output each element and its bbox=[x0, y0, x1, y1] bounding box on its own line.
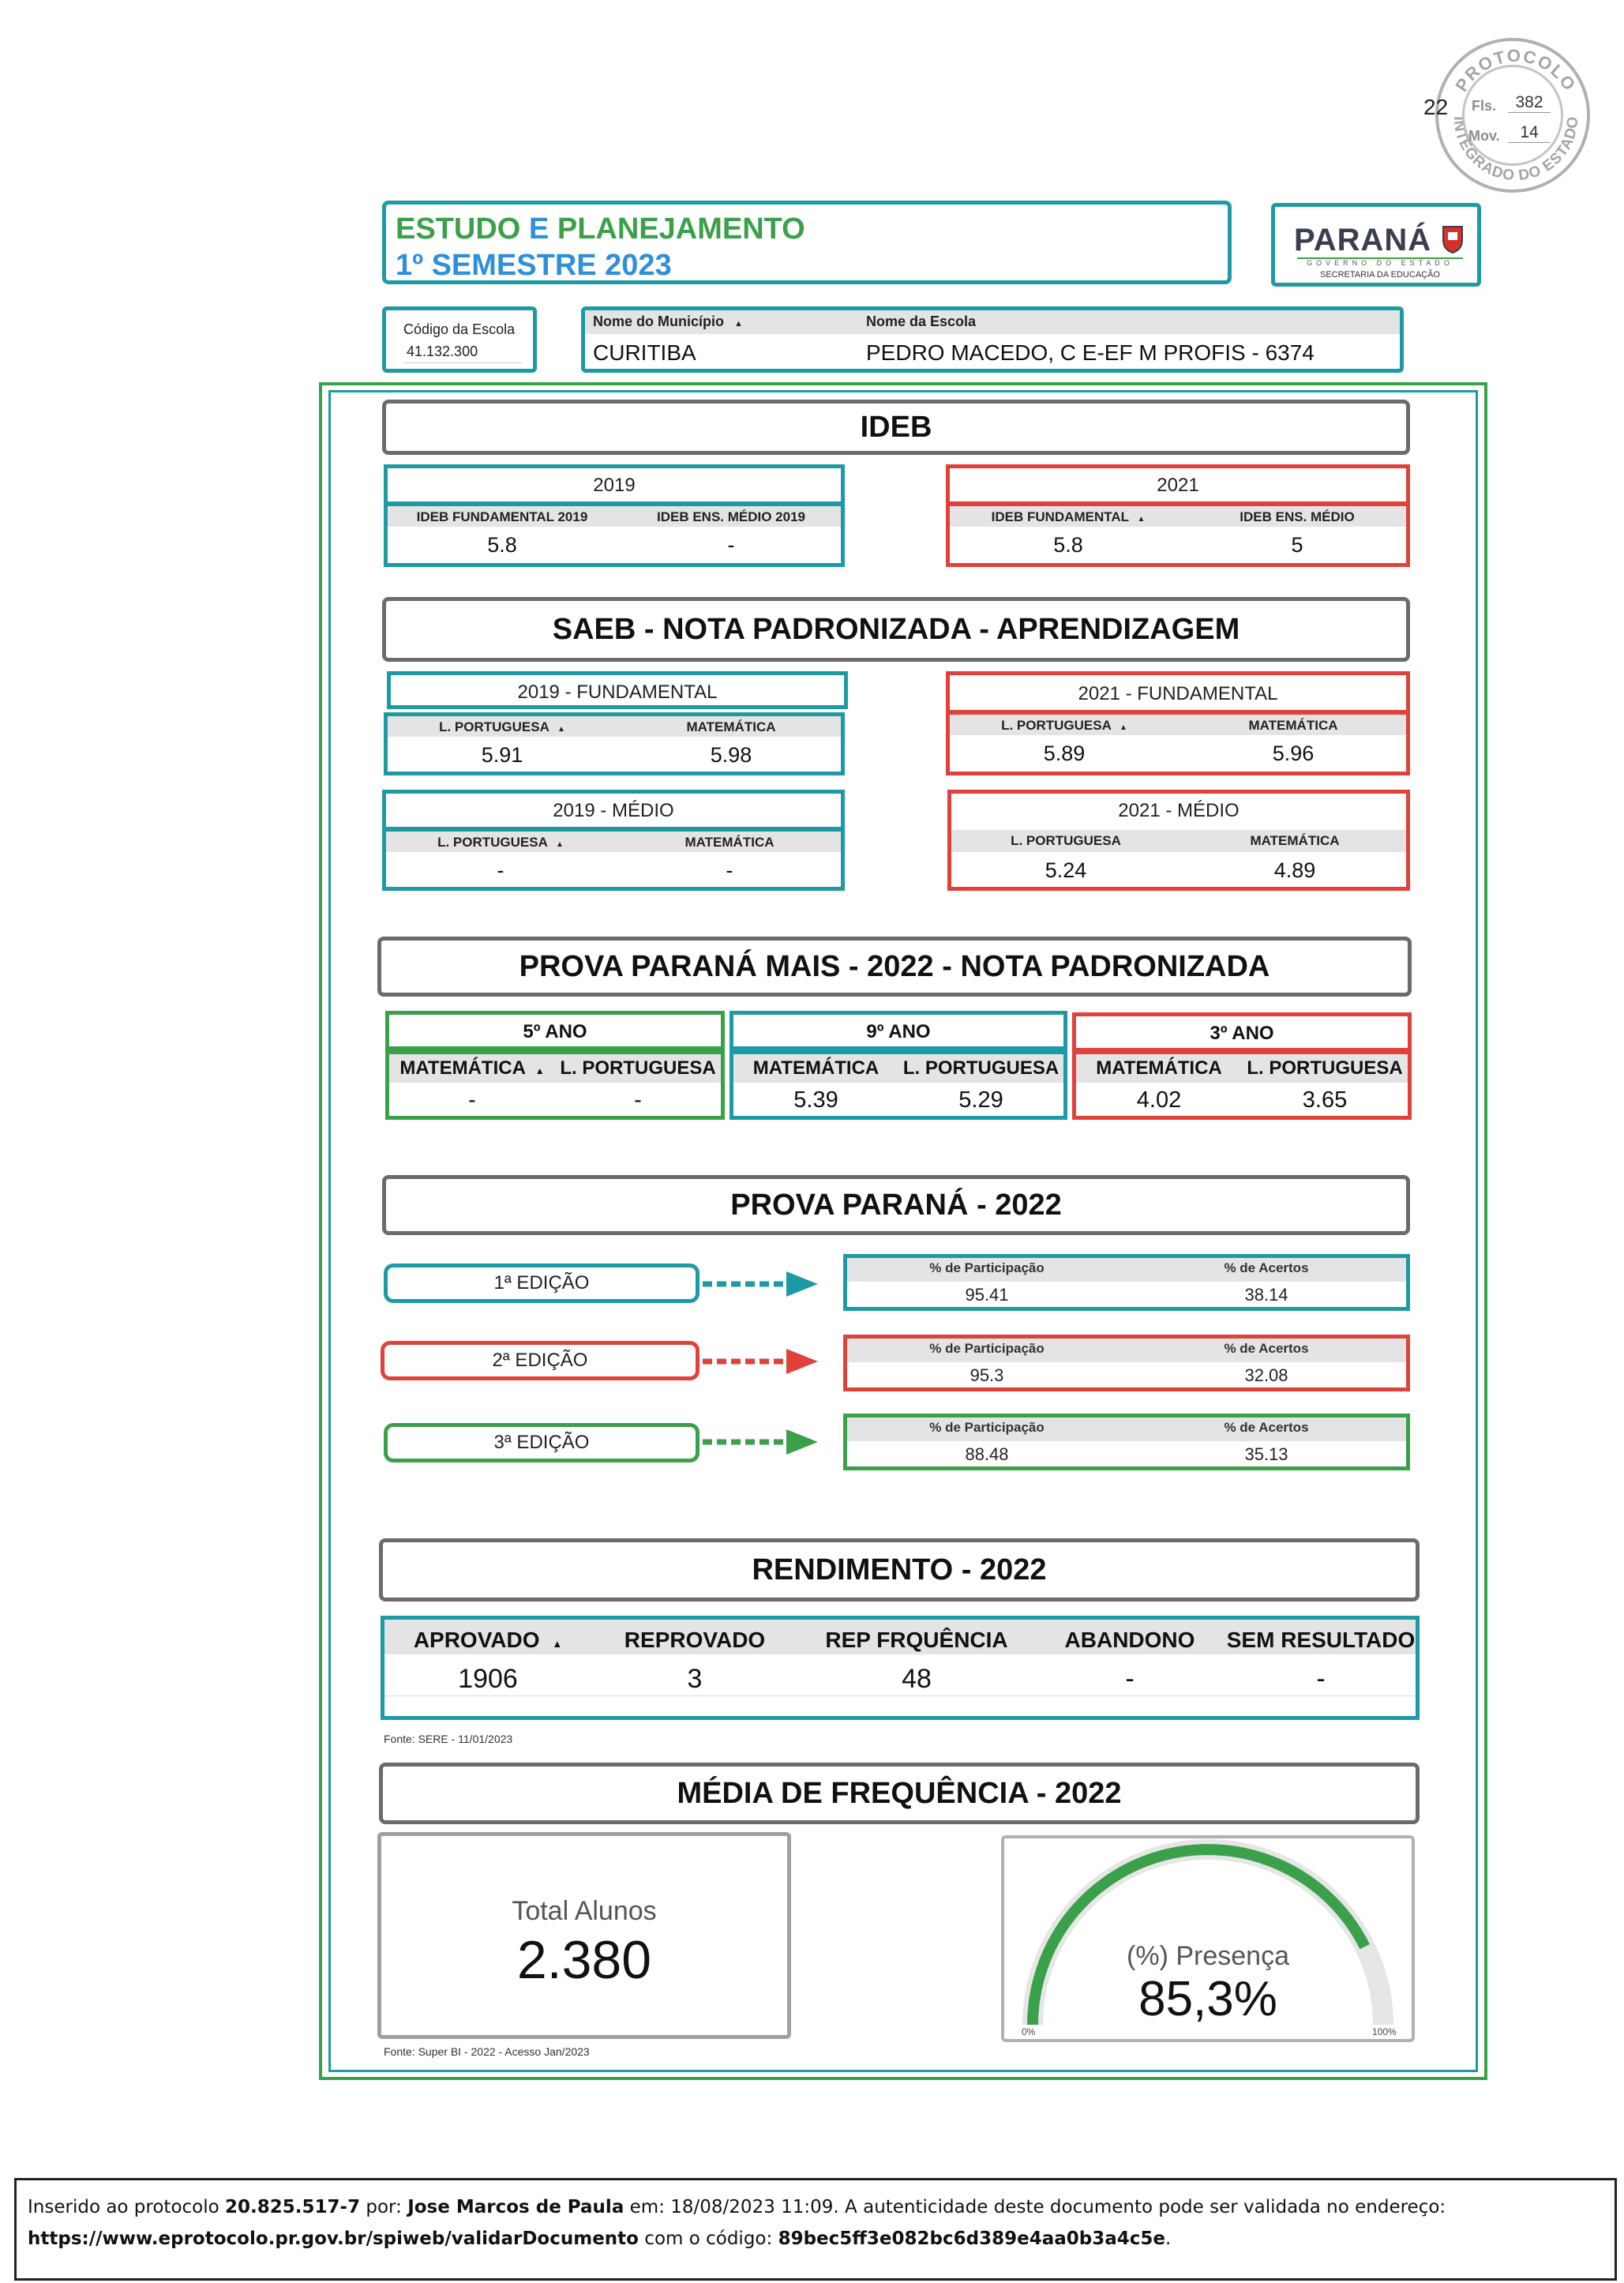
edicao-1-label-box: 1ª EDIÇÃO bbox=[384, 1264, 699, 1303]
stamp-mov-label: Mov. bbox=[1468, 128, 1500, 144]
municipio-value: CURITIBA bbox=[593, 340, 696, 365]
prova-mais-section-title: PROVA PARANÁ MAIS - 2022 - NOTA PADRONIZADA bbox=[377, 937, 1412, 997]
ideb-2019-fundamental-value: 5.8 bbox=[487, 533, 517, 557]
ideb-card-2019 bbox=[384, 464, 845, 567]
arrow-right-icon bbox=[699, 1268, 826, 1300]
stamp-top-text: PROTOCOLO bbox=[1451, 45, 1581, 96]
pm-3ano-card bbox=[1072, 1050, 1412, 1120]
saeb-2021-fund-col1-label: L. PORTUGUESA bbox=[1001, 718, 1112, 733]
edicao-1-acertos-value: 38.14 bbox=[1244, 1285, 1288, 1305]
edicao-2-acertos-value: 32.08 bbox=[1244, 1365, 1288, 1385]
edicao-2-participacao-value: 95.3 bbox=[970, 1365, 1004, 1385]
pm-3ano-title: 3º ANO bbox=[1210, 1023, 1274, 1044]
pm-9ano-col2-header: L. PORTUGUESA bbox=[902, 1057, 1060, 1079]
saeb-2019-medio-col1-label: L. PORTUGUESA bbox=[437, 835, 548, 850]
school-code-value: 41.132.300 bbox=[407, 344, 478, 359]
saeb-2021-medio-lp-value: 5.24 bbox=[1045, 858, 1087, 882]
protocol-stamp bbox=[1435, 38, 1590, 193]
pm-3ano-title-box bbox=[1072, 1012, 1412, 1052]
ideb-section-title: IDEB bbox=[382, 400, 1410, 455]
abandono-value: - bbox=[1125, 1664, 1135, 1694]
saeb-2019-fund-title-box bbox=[387, 671, 848, 709]
rep-frequencia-value: 48 bbox=[902, 1664, 932, 1694]
title-word-estudo: ESTUDO bbox=[396, 212, 521, 246]
municipio-header[interactable] bbox=[593, 314, 743, 330]
logo-brand: PARANÁ bbox=[1294, 223, 1432, 257]
prova-section-title: PROVA PARANÁ - 2022 bbox=[382, 1175, 1410, 1235]
saeb-2019-fund-card bbox=[384, 712, 845, 775]
parana-logo bbox=[1271, 203, 1481, 287]
presenca-value: 85,3% bbox=[1138, 1972, 1277, 2026]
saeb-2019-fund-mat-value: 5.98 bbox=[710, 743, 752, 767]
stamp-inner-ring bbox=[1462, 65, 1563, 166]
saeb-2021-medio-col1-header: L. PORTUGUESA bbox=[1011, 833, 1121, 848]
sort-ascending-icon: ▲ bbox=[734, 319, 743, 329]
page-title-box bbox=[382, 201, 1232, 284]
title-word-e: E bbox=[528, 212, 549, 246]
page-number: 22 bbox=[1423, 95, 1449, 119]
sort-ascending-icon: ▲ bbox=[534, 1065, 545, 1076]
aprovado-header[interactable] bbox=[384, 1628, 591, 1653]
stamp-fls-value: 382 bbox=[1508, 93, 1551, 113]
ideb-2021-fundamental-value: 5.8 bbox=[1053, 533, 1083, 557]
ideb-card-2021-title: 2021 bbox=[1157, 475, 1199, 496]
presenca-label: (%) Presença bbox=[1127, 1941, 1289, 1971]
saeb-2019-medio-col2-header: MATEMÁTICA bbox=[684, 835, 774, 850]
sem-resultado-value: - bbox=[1316, 1664, 1326, 1694]
frequencia-section-title: MÉDIA DE FREQUÊNCIA - 2022 bbox=[379, 1763, 1420, 1824]
saeb-2021-medio-card bbox=[947, 790, 1410, 891]
stamp-fls-label: Fls. bbox=[1472, 98, 1497, 114]
saeb-2019-medio-card bbox=[382, 790, 845, 891]
ideb-2019-medio-value: - bbox=[727, 533, 735, 557]
presenca-gauge-card bbox=[1001, 1835, 1415, 2042]
pm-5ano-title-box bbox=[385, 1011, 725, 1050]
sort-ascending-icon: ▲ bbox=[557, 725, 565, 734]
pm-5ano-col1-header[interactable] bbox=[389, 1057, 555, 1080]
rep-frequencia-header: REP FRQUÊNCIA bbox=[825, 1628, 1008, 1652]
logo-line2: SECRETARIA DA EDUCAÇÃO bbox=[1320, 270, 1440, 280]
ideb-2021-medio-value: 5 bbox=[1291, 533, 1303, 557]
footer-text: em: 18/08/2023 11:09. A autenticidade deste documento pode ser validada no endereço: bbox=[624, 2197, 1446, 2217]
saeb-2021-medio-title: 2021 - MÉDIO bbox=[1118, 800, 1240, 821]
edicao-3-label-box: 3ª EDIÇÃO bbox=[384, 1423, 699, 1463]
pm-9ano-col1-header: MATEMÁTICA bbox=[752, 1057, 880, 1079]
footer-protocol-number: 20.825.517-7 bbox=[225, 2197, 361, 2217]
saeb-2021-fund-col1-header[interactable] bbox=[950, 718, 1179, 734]
pm-5ano-col1-label: MATEMÁTICA bbox=[399, 1057, 526, 1079]
reprovado-value: 3 bbox=[687, 1664, 703, 1694]
saeb-2021-fund-title: 2021 - FUNDAMENTAL bbox=[1078, 683, 1278, 704]
footer-validation-url[interactable]: https://www.eprotocolo.pr.gov.br/spiweb/validarDocumento bbox=[28, 2229, 639, 2249]
edicao-1-result bbox=[843, 1254, 1410, 1311]
saeb-2019-fund-col1-header[interactable] bbox=[388, 719, 617, 735]
pm-9ano-lp-value: 5.29 bbox=[958, 1087, 1003, 1113]
edicao-2-label-box: 2ª EDIÇÃO bbox=[381, 1341, 699, 1380]
logo-line1: GOVERNO DO ESTADO bbox=[1307, 259, 1453, 267]
pm-3ano-col1-header: MATEMÁTICA bbox=[1096, 1057, 1222, 1079]
protocol-footer bbox=[14, 2178, 1617, 2281]
saeb-2019-fund-col1-label: L. PORTUGUESA bbox=[439, 719, 549, 734]
pm-5ano-title: 5º ANO bbox=[523, 1021, 587, 1042]
sort-ascending-icon: ▲ bbox=[555, 840, 564, 849]
edicao-1-part-header: % de Participação bbox=[929, 1260, 1045, 1275]
municipio-label: Nome do Município bbox=[593, 314, 724, 329]
saeb-2019-medio-title: 2019 - MÉDIO bbox=[553, 800, 674, 821]
total-alunos-value: 2.380 bbox=[516, 1930, 652, 1990]
school-code-box bbox=[382, 306, 537, 373]
footer-text: com o código: bbox=[638, 2229, 778, 2249]
footer-line-1 bbox=[28, 2191, 1603, 2223]
pm-5ano-card bbox=[385, 1050, 725, 1120]
saeb-2021-fund-lp-value: 5.89 bbox=[1043, 742, 1086, 765]
ideb-card-2021 bbox=[946, 464, 1410, 567]
school-info-table bbox=[581, 306, 1404, 373]
footer-author: Jose Marcos de Paula bbox=[407, 2197, 624, 2217]
pm-9ano-title-box bbox=[729, 1011, 1067, 1050]
saeb-2019-fund-col2-header: MATEMÁTICA bbox=[686, 719, 776, 734]
pm-5ano-lp-value: - bbox=[634, 1087, 642, 1113]
saeb-2019-medio-mat-value: - bbox=[726, 858, 733, 882]
saeb-2019-fund-title: 2019 - FUNDAMENTAL bbox=[517, 682, 718, 703]
saeb-2019-fund-lp-value: 5.91 bbox=[481, 743, 523, 767]
edicao-3-acertos-value: 35.13 bbox=[1244, 1444, 1288, 1464]
total-alunos-card bbox=[377, 1832, 791, 2039]
ideb-2019-col1-header: IDEB FUNDAMENTAL 2019 bbox=[416, 509, 588, 524]
footer-text: . bbox=[1165, 2229, 1172, 2249]
edicao-3-participacao-value: 88.48 bbox=[965, 1444, 1009, 1464]
edicao-1-participacao-value: 95.41 bbox=[965, 1285, 1009, 1305]
saeb-2021-fund-card bbox=[946, 671, 1410, 775]
pm-5ano-mat-value: - bbox=[468, 1087, 476, 1113]
edicao-3-acertos-header: % de Acertos bbox=[1224, 1420, 1309, 1435]
stamp-bottom-text: INTEGRADO DO ESTADO bbox=[1450, 115, 1582, 185]
saeb-2021-fund-mat-value: 5.96 bbox=[1272, 742, 1315, 765]
rendimento-section-title: RENDIMENTO - 2022 bbox=[379, 1538, 1420, 1601]
coat-of-arms-icon bbox=[1441, 224, 1465, 254]
escola-value: PEDRO MACEDO, C E-EF M PROFIS - 6374 bbox=[866, 340, 1315, 365]
frequencia-source: Fonte: Super BI - 2022 - Acesso Jan/2023 bbox=[384, 2045, 590, 2058]
arrow-right-icon bbox=[699, 1426, 826, 1458]
pm-3ano-lp-value: 3.65 bbox=[1302, 1087, 1348, 1113]
edicao-2-acertos-header: % de Acertos bbox=[1224, 1341, 1309, 1356]
footer-validation-code: 89bec5ff3e082bc6d389e4aa0b3a4c5e bbox=[778, 2229, 1165, 2249]
sort-ascending-icon: ▲ bbox=[1137, 515, 1146, 524]
saeb-2021-medio-mat-value: 4.89 bbox=[1273, 858, 1316, 882]
rendimento-source: Fonte: SERE - 11/01/2023 bbox=[384, 1733, 513, 1745]
ideb-2021-col1-label: IDEB FUNDAMENTAL bbox=[991, 509, 1129, 524]
footer-text: Inserido ao protocolo bbox=[28, 2197, 226, 2217]
edicao-2-part-header: % de Participação bbox=[929, 1341, 1045, 1356]
stamp-mov-value: 14 bbox=[1508, 123, 1551, 143]
aprovado-label: APROVADO bbox=[413, 1628, 540, 1652]
arrow-right-icon bbox=[699, 1346, 826, 1377]
school-code-label: Código da Escola bbox=[403, 321, 516, 337]
aprovado-value: 1906 bbox=[458, 1664, 518, 1694]
gauge-min-label: 0% bbox=[1022, 2026, 1036, 2037]
pm-9ano-title: 9º ANO bbox=[866, 1021, 931, 1042]
ideb-card-2019-title: 2019 bbox=[593, 475, 636, 496]
reprovado-header: REPROVADO bbox=[624, 1628, 766, 1652]
school-code-underline bbox=[403, 362, 522, 363]
saeb-2021-fund-col2-header: MATEMÁTICA bbox=[1248, 718, 1338, 733]
sort-ascending-icon: ▲ bbox=[552, 1638, 563, 1650]
pm-9ano-mat-value: 5.39 bbox=[793, 1087, 838, 1113]
edicao-3-part-header: % de Participação bbox=[929, 1420, 1045, 1435]
pm-5ano-col2-header: L. PORTUGUESA bbox=[560, 1057, 716, 1079]
pm-3ano-col2-header: L. PORTUGUESA bbox=[1247, 1057, 1403, 1079]
footer-text: por: bbox=[360, 2197, 408, 2217]
saeb-2019-medio-col1-header[interactable] bbox=[386, 835, 615, 850]
abandono-header: ABANDONO bbox=[1064, 1628, 1195, 1652]
saeb-section-title: SAEB - NOTA PADRONIZADA - APRENDIZAGEM bbox=[382, 597, 1410, 662]
title-word-planejamento: PLANEJAMENTO bbox=[557, 212, 805, 246]
edicao-2-result bbox=[843, 1335, 1410, 1391]
saeb-2019-medio-lp-value: - bbox=[497, 858, 504, 882]
edicao-3-result bbox=[843, 1414, 1410, 1470]
sort-ascending-icon: ▲ bbox=[1119, 723, 1127, 732]
footer-line-2 bbox=[28, 2223, 1603, 2255]
pm-9ano-card bbox=[729, 1050, 1067, 1120]
total-alunos-label: Total Alunos bbox=[512, 1896, 657, 1926]
sem-resultado-header: SEM RESULTADO bbox=[1226, 1628, 1416, 1652]
rendimento-table bbox=[381, 1616, 1420, 1720]
escola-header: Nome da Escola bbox=[866, 314, 977, 329]
ideb-2021-col1-header[interactable] bbox=[950, 509, 1187, 525]
gauge-max-label: 100% bbox=[1372, 2026, 1397, 2037]
ideb-2019-col2-header: IDEB ENS. MÉDIO 2019 bbox=[656, 509, 805, 524]
saeb-2021-medio-col2-header: MATEMÁTICA bbox=[1250, 833, 1340, 848]
page-subtitle: 1º SEMESTRE 2023 bbox=[396, 249, 672, 282]
ideb-2021-col2-header: IDEB ENS. MÉDIO bbox=[1240, 509, 1355, 524]
rendimento-row-divider bbox=[384, 1695, 1416, 1696]
pm-3ano-mat-value: 4.02 bbox=[1136, 1087, 1182, 1113]
edicao-1-acertos-header: % de Acertos bbox=[1224, 1260, 1309, 1275]
page-title bbox=[396, 211, 1228, 247]
